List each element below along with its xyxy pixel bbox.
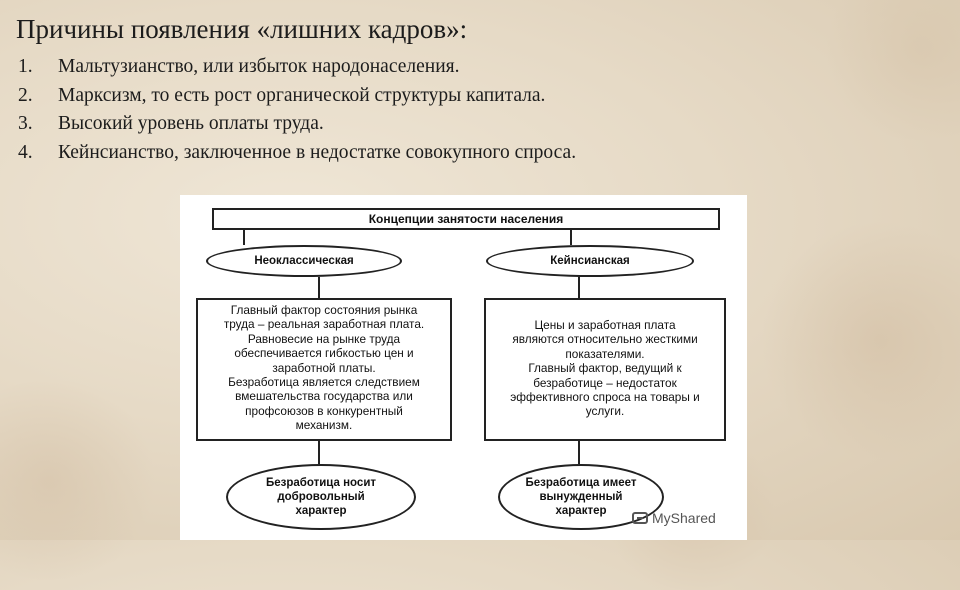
- watermark-text: MyShared: [652, 510, 716, 526]
- description-line: обеспечивается гибкостью цен и: [234, 346, 414, 361]
- description-line: вмешательства государства или: [235, 389, 413, 404]
- description-line: механизм.: [295, 418, 353, 433]
- conclusion-line: характер: [295, 505, 347, 517]
- description-line: труда – реальная заработная плата.: [223, 317, 425, 332]
- description-line: профсоюзов в конкурентный: [245, 403, 403, 418]
- conclusion-line: характер: [555, 505, 607, 517]
- description-line: Безработица является следствием: [228, 375, 420, 390]
- causes-list: [18, 56, 576, 170]
- description-line: услуги.: [585, 404, 625, 419]
- description-line: являются относительно жесткими: [512, 332, 698, 347]
- conclusion-line: вынужденный: [539, 491, 623, 503]
- voluntary-unemployment-oval: [226, 464, 416, 530]
- conclusion-line: добровольный: [277, 491, 365, 503]
- connector-line: [318, 277, 320, 298]
- list-item-number: 2.: [18, 84, 33, 106]
- description-line: эффективного спроса на товары и: [510, 390, 700, 405]
- list-item-number: 3.: [18, 113, 33, 134]
- neoclassical-school-oval: Неоклассическая: [206, 245, 402, 277]
- description-line: Равновесие на рынке труда: [247, 331, 401, 346]
- conclusion-line: Безработица имеет: [525, 477, 637, 489]
- keynesian-school-oval: Кейнсианская: [486, 245, 694, 277]
- list-item-text: Мальтузианство, или избыток народонаселения.: [58, 56, 460, 77]
- list-item: [18, 113, 576, 142]
- description-line: заработной платы.: [272, 360, 376, 375]
- background-rose-decoration: [760, 220, 960, 460]
- connector-line: [570, 230, 572, 245]
- presentation-icon: [632, 512, 648, 524]
- employment-concepts-diagram: [180, 195, 747, 540]
- slide-title: Причины появления «лишних кадров»:: [16, 14, 468, 44]
- list-item: [18, 85, 576, 114]
- description-line: Главный фактор состояния рынка: [230, 303, 418, 317]
- connector-line: [318, 441, 320, 464]
- list-item-text: Кейнсианство, заключенное в недостатке совокупного спроса.: [58, 141, 577, 163]
- description-line: показателями.: [565, 346, 645, 361]
- list-item: [18, 56, 576, 85]
- conclusion-line: Безработица носит: [265, 477, 377, 489]
- diagram-header: Концепции занятости населения: [212, 208, 720, 230]
- description-line: Цены и заработная плата: [534, 318, 676, 332]
- myshared-watermark: [632, 510, 716, 526]
- background-rose-decoration: [0, 380, 160, 580]
- list-item-text: Высокий уровень оплаты труда.: [58, 113, 324, 134]
- description-line: безработице – недостаток: [533, 375, 677, 390]
- keynesian-description-box: [484, 298, 726, 441]
- list-item-number: 4.: [18, 141, 33, 163]
- connector-line: [243, 230, 245, 245]
- list-item-number: 1.: [18, 56, 33, 77]
- neoclassical-description-box: [196, 298, 452, 441]
- background-rose-decoration: [820, 0, 960, 140]
- list-item: [18, 142, 576, 171]
- description-line: Главный фактор, ведущий к: [528, 361, 682, 376]
- list-item-text: Марксизм, то есть рост органической структуры капитала.: [58, 84, 546, 106]
- connector-line: [578, 441, 580, 464]
- connector-line: [578, 277, 580, 298]
